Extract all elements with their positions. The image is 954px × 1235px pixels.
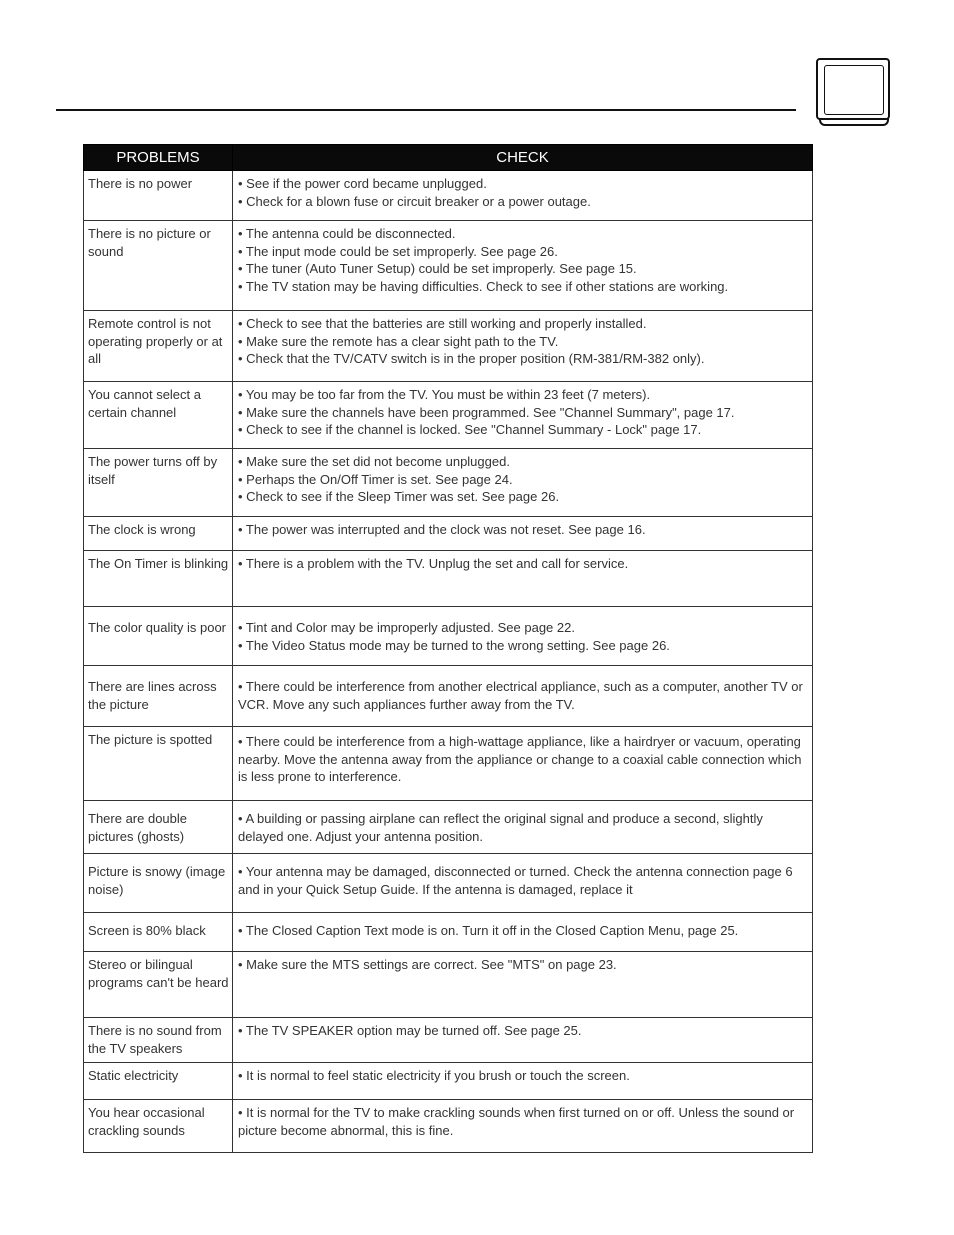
check-item: • The TV SPEAKER option may be turned off. See page 25. <box>238 1023 582 1038</box>
table-row <box>84 854 813 913</box>
problem-cell: There is no power <box>84 171 233 221</box>
tv-icon <box>816 58 890 126</box>
check-item: • The Closed Caption Text mode is on. Turn it off in the Closed Caption Menu, page 25. <box>238 923 739 938</box>
check-item: • It is normal to feel static electricity if you brush or touch the screen. <box>238 1068 630 1083</box>
problem-cell: The picture is spotted <box>84 727 233 801</box>
problem-cell: There is no picture or sound <box>84 221 233 311</box>
table-row <box>84 952 813 1018</box>
header-rule <box>56 109 796 111</box>
check-item: • Check to see that the batteries are still working and properly installed. <box>238 316 647 331</box>
check-item: • There could be interference from another electrical appliance, such as a computer, another TV or VCR. Move any such appliances further away from the TV. <box>238 679 803 712</box>
check-item: • Tint and Color may be improperly adjusted. See page 22. <box>238 620 575 635</box>
problem-cell: There are lines across the picture <box>84 666 233 727</box>
check-item: • The Video Status mode may be turned to the wrong setting. See page 26. <box>238 637 670 653</box>
table-row <box>84 449 813 517</box>
check-cell <box>233 913 813 952</box>
check-item: • The antenna could be disconnected. <box>238 226 456 241</box>
check-cell <box>233 607 813 666</box>
tv-base <box>819 118 889 126</box>
check-item: • There is a problem with the TV. Unplug the set and call for service. <box>238 556 629 571</box>
problem-cell: You hear occasional crackling sounds <box>84 1100 233 1153</box>
table-row <box>84 1063 813 1100</box>
check-item: • Check that the TV/CATV switch is in the proper position (RM-381/RM-382 only). <box>238 351 705 366</box>
check-cell <box>233 517 813 551</box>
check-cell <box>233 1100 813 1153</box>
check-item: • Check to see if the Sleep Timer was set. See page 26. <box>238 489 560 504</box>
table-row <box>84 517 813 551</box>
check-column-header: CHECK <box>233 145 813 171</box>
table-row <box>84 1018 813 1063</box>
check-cell <box>233 221 813 311</box>
check-item: • Check for a blown fuse or circuit breaker or a power outage. <box>238 193 591 209</box>
check-cell <box>233 171 813 221</box>
problems-column-header: PROBLEMS <box>84 145 233 171</box>
tv-screen <box>824 65 884 115</box>
check-cell <box>233 854 813 913</box>
table-row <box>84 171 813 221</box>
check-cell <box>233 727 813 801</box>
problem-cell: Picture is snowy (image noise) <box>84 854 233 913</box>
table-row <box>84 1100 813 1153</box>
check-cell <box>233 1063 813 1100</box>
problem-cell: There is no sound from the TV speakers <box>84 1018 233 1063</box>
check-cell <box>233 801 813 854</box>
problem-cell: The clock is wrong <box>84 517 233 551</box>
check-item: • Your antenna may be damaged, disconnected or turned. Check the antenna connection page 6 and in your Quick Setup Guide. If the antenna is damaged, replace it <box>238 864 793 897</box>
check-cell <box>233 311 813 382</box>
check-item: • There could be interference from a high-wattage appliance, like a hairdryer or vacuum, operating nearby. Move the antenna away from the appliance or change to a coaxial cable connection which is less prone to interference. <box>238 734 802 784</box>
table-body <box>84 171 813 1153</box>
table-row <box>84 551 813 607</box>
check-cell <box>233 551 813 607</box>
check-item: • The power was interrupted and the clock was not reset. See page 16. <box>238 522 646 537</box>
table-row <box>84 666 813 727</box>
check-cell <box>233 1018 813 1063</box>
problem-cell: Static electricity <box>84 1063 233 1100</box>
check-item: • Check to see if the channel is locked. See "Channel Summary - Lock" page 17. <box>238 422 702 437</box>
problem-cell: The On Timer is blinking <box>84 551 233 607</box>
table-row <box>84 913 813 952</box>
problem-cell: Stereo or bilingual programs can't be heard <box>84 952 233 1018</box>
table-row <box>84 221 813 311</box>
problem-cell: The power turns off by itself <box>84 449 233 517</box>
check-cell <box>233 449 813 517</box>
check-item: • Perhaps the On/Off Timer is set. See page 24. <box>238 471 513 487</box>
table-row <box>84 607 813 666</box>
tv-frame <box>816 58 890 120</box>
problem-cell: Remote control is not operating properly or at all <box>84 311 233 382</box>
problem-cell: You cannot select a certain channel <box>84 382 233 449</box>
check-cell <box>233 382 813 449</box>
check-item: • You may be too far from the TV. You must be within 23 feet (7 meters). <box>238 387 651 402</box>
check-item: • A building or passing airplane can reflect the original signal and produce a second, slightly delayed one. Adjust your antenna position. <box>238 811 763 844</box>
table-header-row <box>84 145 813 171</box>
check-item: • Make sure the MTS settings are correct. See "MTS" on page 23. <box>238 957 617 972</box>
table-row <box>84 727 813 801</box>
table-row <box>84 382 813 449</box>
problem-cell: Screen is 80% black <box>84 913 233 952</box>
table-row <box>84 311 813 382</box>
check-item: • The TV station may be having difficulties. Check to see if other stations are working. <box>238 278 729 294</box>
troubleshooting-table <box>83 144 813 1153</box>
check-item: • The input mode could be set improperly. See page 26. <box>238 243 558 259</box>
check-item: • Make sure the channels have been programmed. See "Channel Summary", page 17. <box>238 404 735 420</box>
check-cell <box>233 666 813 727</box>
check-item: • See if the power cord became unplugged. <box>238 176 487 191</box>
check-item: • Make sure the set did not become unplugged. <box>238 454 510 469</box>
check-cell <box>233 952 813 1018</box>
problem-cell: There are double pictures (ghosts) <box>84 801 233 854</box>
table-row <box>84 801 813 854</box>
check-item: • It is normal for the TV to make crackling sounds when first turned on or off. Unless the sound or picture become abnormal, this is fine. <box>238 1105 795 1138</box>
check-item: • Make sure the remote has a clear sight path to the TV. <box>238 333 559 349</box>
check-item: • The tuner (Auto Tuner Setup) could be set improperly. See page 15. <box>238 261 637 276</box>
problem-cell: The color quality is poor <box>84 607 233 666</box>
